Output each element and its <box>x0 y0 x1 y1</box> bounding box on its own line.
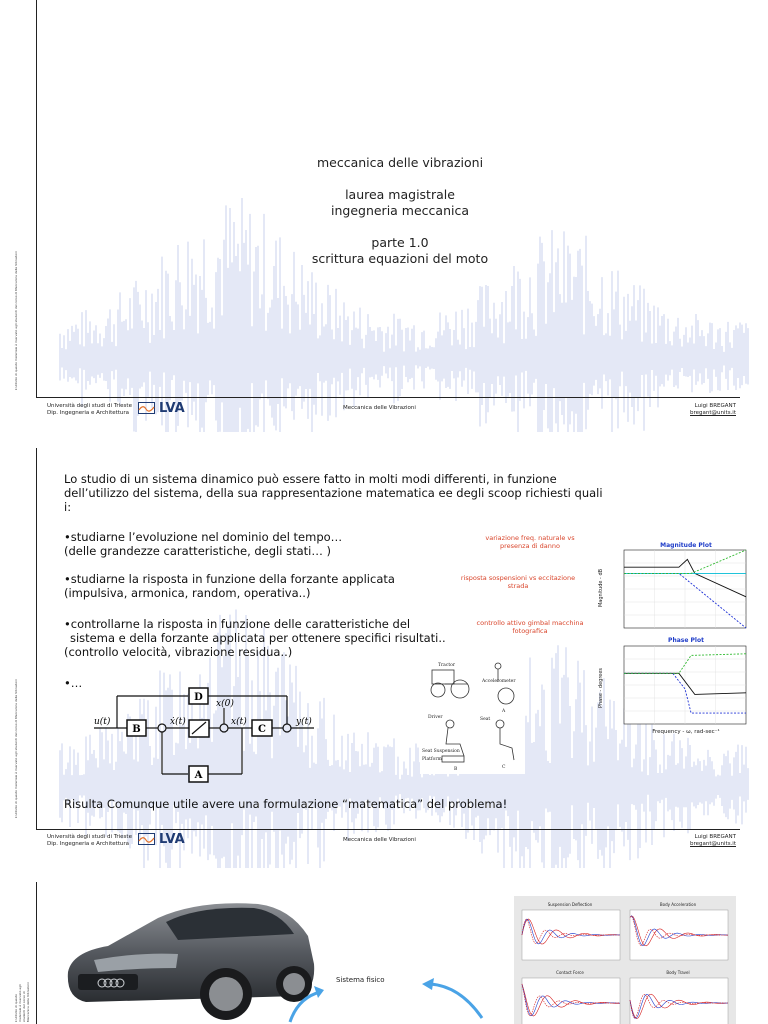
frequency-axis-label: Frequency - ω, rad-sec⁻¹ <box>652 729 720 735</box>
slide-1 <box>0 0 768 432</box>
phase-plot-title: Phase Plot <box>668 637 704 644</box>
magnitude-axis-label: Magnitude - dB <box>598 568 604 608</box>
slide-3 <box>0 882 768 1024</box>
plot-title-3: Contact Force <box>556 970 584 975</box>
plot-title-1: Suspension Deflection <box>547 902 593 907</box>
footer-university: Università degli studi di Trieste Dip. Ingegneria e Architettura <box>47 834 132 847</box>
block-A: A <box>194 770 203 781</box>
lva-logo: LVA <box>138 401 185 416</box>
footer-course: Meccanica delle Vibrazioni <box>343 405 416 411</box>
bode-plot-svg <box>596 540 756 736</box>
side-copyright-note: L'utilizzo di questo materiale è riservato agli studenti del corso di Meccanica delle Vibrazioni <box>14 982 30 1022</box>
label-b: B <box>454 767 458 772</box>
tractor-seat-illustration <box>420 656 525 774</box>
input-u-label: u(t) <box>94 717 111 727</box>
note-damage: variazione freq. naturale vs presenza di danno <box>485 534 575 550</box>
lva-logo-icon <box>138 402 156 415</box>
sim-plot-axes <box>630 978 728 1024</box>
title-block <box>230 155 570 267</box>
bode-plot <box>596 540 756 736</box>
footer-author: Luigi BREGANT bregant@units.it <box>690 403 736 416</box>
bullet-time-domain: •studiarne l’evoluzione nel dominio del tempo… (delle grandezze caratteristiche, degli stati… ) <box>64 530 343 558</box>
bullet-control: •controllarne la risposta in funzione delle caratteristiche del sistema e della forzante applicata per ottenere specifici risultati.. (controllo velocità, vibrazione residua..) <box>64 617 446 659</box>
footer-rule <box>36 397 740 398</box>
left-vertical-rule <box>36 882 37 1024</box>
initial-state-label: x(0) <box>216 699 234 709</box>
magnitude-plot-title: Magnitude Plot <box>660 542 712 549</box>
state-space-block-diagram <box>92 682 322 792</box>
state-label: x(t) <box>231 717 247 727</box>
degree-line: laurea magistrale <box>345 187 455 202</box>
plot-title-4: Body Travel <box>666 970 690 975</box>
accelerometer-label: Accelerometer <box>482 679 516 684</box>
bullet-forcing-response: •studiarne la risposta in funzione della forzante applicata (impulsiva, armonica, random, operativa..) <box>64 572 395 600</box>
footer-author: Luigi BREGANT bregant@units.it <box>690 834 736 847</box>
intro-paragraph: Lo studio di un sistema dinamico può essere fatto in molti modi differenti, in funzione dell’utilizzo del sistema, della sua rappresentazione matematica ee degli scoop richiesti quali i: <box>64 472 603 514</box>
left-vertical-rule <box>36 448 37 830</box>
conclusion-text: Risulta Comunque utile avere una formulazione “matematica” del problema! <box>64 797 508 811</box>
phase-axis-label: Phase - degrees <box>598 667 604 709</box>
slide-2 <box>0 448 768 868</box>
course-title: meccanica delle vibrazioni <box>316 155 484 170</box>
part-line: parte 1.0 <box>371 235 429 250</box>
footer-course: Meccanica delle Vibrazioni <box>343 837 416 843</box>
physical-system-label: Sistema fisico <box>336 976 385 984</box>
cycle-arrows <box>280 974 490 1024</box>
side-copyright-note: L'utilizzo di questo materiale è riservato agli studenti del corso di Meccanica delle Vibrazioni <box>14 251 18 390</box>
state-derivative-label: ẋ(t) <box>170 717 186 727</box>
bullet-ellipsis: •… <box>64 676 83 690</box>
lva-logo: LVA <box>138 832 185 847</box>
simulation-plots <box>514 896 736 1024</box>
block-B: B <box>132 724 141 735</box>
side-copyright-note: L'utilizzo di questo materiale è riservato agli studenti del corso di Meccanica delle Vibrazioni <box>14 679 18 818</box>
author-email-link[interactable]: bregant@units.it <box>690 841 736 847</box>
note-gimbal: controllo attivo gimbal macchina fotografica <box>476 619 584 635</box>
left-vertical-rule <box>36 0 37 398</box>
plot-title-2: Body Acceleration <box>659 902 697 907</box>
author-email-link[interactable]: bregant@units.it <box>690 410 736 416</box>
block-C: C <box>258 724 266 735</box>
driver-label: Driver <box>428 715 443 720</box>
output-y-label: y(t) <box>296 717 312 727</box>
footer-university: Università degli studi di Trieste Dip. Ingegneria e Architettura <box>47 403 132 416</box>
note-suspension: risposta sospensioni vs eccitazione strada <box>460 574 576 590</box>
program-line: ingegneria meccanica <box>330 203 469 218</box>
footer-rule <box>36 829 740 830</box>
simulation-plots-svg <box>514 896 736 1024</box>
label-c: C <box>502 765 506 770</box>
platform-label: Platform <box>422 757 442 762</box>
subtitle-line: scrittura equazioni del moto <box>311 251 489 266</box>
seat-label: Seat <box>480 717 491 722</box>
sim-plot-axes <box>522 978 620 1024</box>
tractor-label: Tractor <box>438 663 456 668</box>
lva-logo-icon <box>138 833 156 846</box>
block-D: D <box>194 692 203 703</box>
label-a: A <box>502 709 506 714</box>
suspension-label: Seat Suspension <box>422 749 460 754</box>
